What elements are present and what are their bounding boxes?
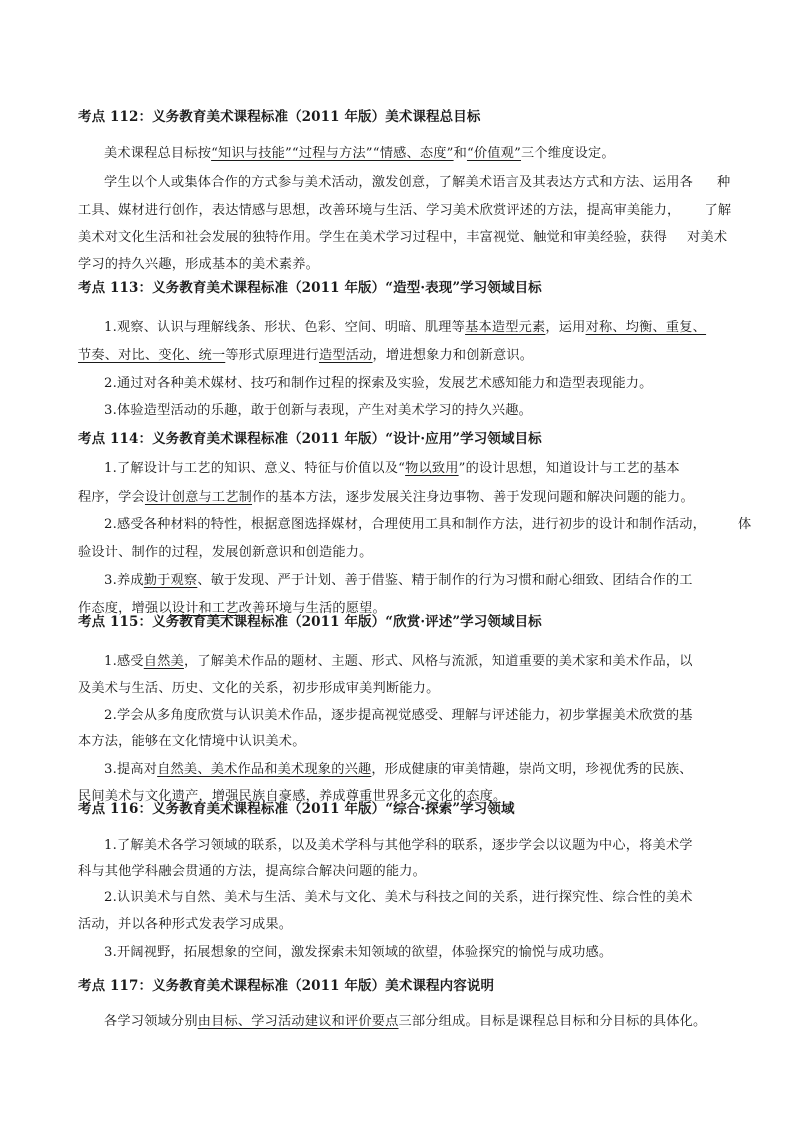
paragraph-line [104,569,693,588]
paragraph-line [104,941,612,960]
underlined-key-phrase: 自然美 [143,654,184,669]
underlined-key-phrase: 基本造型元素 [465,320,546,335]
paragraph-line [104,704,693,723]
text-segment: ”的设计思想，知道设计与工艺的基本 [458,461,680,476]
text-segment: 作态度，增强以 [78,601,172,616]
text-segment: 2.认识美术与自然、美术与生活、美术与文化、美术与科技之间的关系，进行探究性、综合性的美术 [104,890,693,905]
underlined-key-phrase: “知识与技能”“过程与方法”“情感、态度” [211,146,454,161]
paragraph-line [78,199,731,218]
paragraph-line [78,226,727,245]
text-segment: 学习的持久兴趣，形成基本的美术素养。 [78,257,319,272]
paragraph-line [104,171,730,190]
text-segment: 三个维度设定。 [521,146,615,161]
text-segment: 工具、媒材进行创作，表达情感与思想，改善环境与生活、学习美术欣赏评述的方法，提高审美能力， [78,203,681,218]
underlined-key-phrase: 勤于观察 [143,573,198,588]
text-segment: ，运用 [545,320,586,335]
text-segment: 了解 [704,203,732,218]
text-segment: 3.提高对 [104,762,158,777]
section-heading: 考点 116：义务教育美术课程标准（2011 年版）“综合·探索”学习领域 [78,801,515,817]
paragraph-line [78,913,292,932]
text-segment: ，了解美术作品的题材、主题、形式、风格与流派，知道重要的美术家和美术作品，以 [183,654,693,669]
paragraph-line [104,142,615,161]
paragraph-line [104,758,693,777]
text-segment: 科与其他学科融会贯通的方法，提高综合解决问题的能力。 [78,864,427,879]
paragraph-line [104,513,751,532]
text-segment: 三部分组成。目标是课程总目标和分目标的具体化。 [398,1014,707,1029]
section-heading: 考点 117：义务教育美术课程标准（2011 年版）美术课程内容说明 [78,978,495,994]
text-segment: 、敏于发现、严于计划、善于借鉴、精于制作的行为习惯和耐心细致、团结合作的工 [197,573,693,588]
text-segment: 作的基本方法，逐步发展关注身边事物、善于发现问题和解决问题的能力。 [252,490,694,505]
paragraph-line [78,730,306,749]
paragraph-line [78,541,373,560]
text-segment: 活动，并以各种形式发表学习成果。 [78,917,293,932]
underlined-key-phrase: 对称、均衡、重复、 [585,320,707,335]
text-segment: 各学习领域分别 [104,1014,198,1029]
section-heading: 考点 115：义务教育美术课程标准（2011 年版）“欣赏·评述”学习领域目标 [78,614,542,630]
paragraph-line [104,399,532,418]
text-segment: 民间美术与文化遗产，增强民族自豪感，养成尊重世界多元文化的态度。 [78,789,507,804]
text-segment: 改善环境与生活的愿望。 [238,601,386,616]
paragraph-line [78,677,439,696]
text-segment: 1.感受 [104,654,144,669]
text-segment: ，增进想象力和创新意识。 [372,348,534,363]
paragraph-line [104,316,706,335]
text-segment: 美术课程总目标按 [104,146,212,161]
paragraph-line [104,1010,706,1029]
text-segment: 学生以个人或集体合作的方式参与美术活动，激发创意，了解美术语言及其表达方式和方法、运用各 [104,175,694,190]
text-segment: 种 [717,175,731,190]
section-heading: 考点 114：义务教育美术课程标准（2011 年版）“设计·应用”学习领域目标 [78,431,542,447]
section-heading: 考点 113：义务教育美术课程标准（2011 年版）“造型·表现”学习领域目标 [78,280,542,296]
text-segment: 及美术与生活、历史、文化的关系，初步形成审美判断能力。 [78,681,440,696]
paragraph-line [104,834,693,853]
underlined-key-phrase: 造型活动 [318,348,373,363]
text-segment: 美术对文化生活和社会发展的独特作用。学生在美术学习过程中，丰富视觉、触觉和审美经验，获得 [78,230,668,245]
text-segment: 等形式原理进行 [225,348,319,363]
section-heading: 考点 112：义务教育美术课程标准（2011 年版）美术课程总目标 [78,109,481,125]
paragraph-line [104,886,693,905]
paragraph-line [104,650,693,669]
paragraph-line [104,372,652,391]
text-segment: 3.体验造型活动的乐趣，敢于创新与表现，产生对美术学习的持久兴趣。 [104,403,532,418]
underlined-key-phrase: 由目标、学习活动建议和评价要点 [197,1014,399,1029]
underlined-key-phrase: 物以致用 [405,461,459,476]
text-segment: 2.通过对各种美术媒材、技巧和制作过程的探索及实验，发展艺术感知能力和造型表现能力。 [104,376,653,391]
text-segment: 1.了解美术各学习领域的联系，以及美术学科与其他学科的联系，逐步学会以议题为中心，将美术学 [104,838,693,853]
paragraph-line [104,457,680,476]
underlined-key-phrase: 设计创意与工艺制 [144,490,253,505]
underlined-key-phrase: 设计和工艺 [171,601,239,616]
text-segment: 3.开阔视野，拓展想象的空间，激发探索未知领域的欲望，体验探究的愉悦与成功感。 [104,945,613,960]
text-segment: 2.感受各种材料的特性，根据意图选择媒材，合理使用工具和制作方法，进行初步的设计和制作活动， [104,517,707,532]
text-segment: ，形成健康的审美情趣，崇尚文明，珍视优秀的民族、 [371,762,693,777]
underlined-key-phrase: 自然美、美术作品和美术现象的兴趣 [157,762,372,777]
underlined-key-phrase: 节奏、对比、变化、统一 [78,348,226,363]
text-segment: 1.观察、认识与理解线条、形状、色彩、空间、明暗、肌理等 [104,320,466,335]
paragraph-line [78,344,533,363]
text-segment: 本方法，能够在文化情境中认识美术。 [78,734,306,749]
text-segment: 验设计、制作的过程，发展创新意识和创造能力。 [78,545,373,560]
text-segment: 2.学会从多角度欣赏与认识美术作品，逐步提高视觉感受、理解与评述能力，初步掌握美术欣赏的基 [104,708,693,723]
text-segment: 程序，学会 [78,490,145,505]
text-segment: 1.了解设计与工艺的知识、意义、特征与价值以及“ [104,461,406,476]
text-segment: 对美术 [687,230,728,245]
text-segment: 体 [738,517,752,532]
underlined-key-phrase: “价值观” [466,146,522,161]
paragraph-line [78,253,319,272]
text-segment: 3.养成 [104,573,144,588]
paragraph-line [78,486,694,505]
paragraph-line [78,860,426,879]
text-segment: 和 [453,146,467,161]
